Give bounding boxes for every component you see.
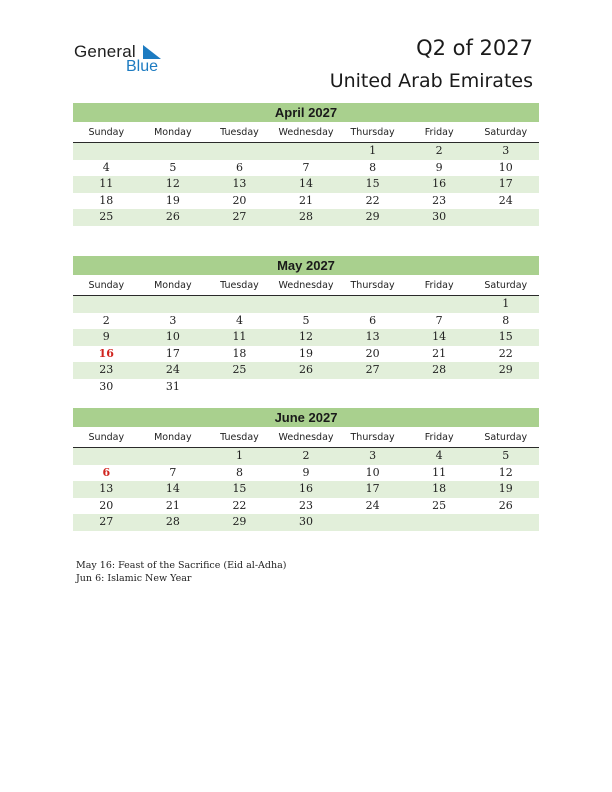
day-cell [273, 379, 340, 396]
day-cell: 15 [498, 330, 513, 343]
day-cell [472, 209, 539, 226]
weekday-label: Saturday [484, 127, 528, 138]
day-cell: 18 [99, 193, 114, 207]
weekday-label: Friday [424, 127, 454, 138]
day-cell: 21 [299, 193, 314, 207]
day-cell: 19 [165, 193, 180, 207]
weekday-label: Saturday [484, 280, 528, 291]
day-cell: 11 [432, 465, 447, 479]
day-cell [406, 296, 473, 313]
weekday-label: Thursday [350, 127, 395, 138]
day-cell: 20 [99, 498, 114, 512]
week-row [73, 481, 539, 498]
day-cell: 25 [232, 363, 247, 376]
day-cell: 7 [435, 313, 443, 327]
day-cell: 14 [432, 330, 447, 343]
day-cell: 5 [502, 449, 510, 462]
day-cell: 2 [435, 144, 443, 157]
day-cell: 29 [232, 515, 247, 528]
page-title: Q2 of 2027 [416, 36, 533, 60]
weekday-label: Tuesday [220, 432, 259, 443]
day-cell: 10 [498, 160, 513, 174]
day-cell: 18 [232, 346, 247, 360]
day-cell: 12 [299, 330, 314, 343]
day-cell: 17 [165, 346, 180, 360]
holiday-note: Jun 6: Islamic New Year [76, 573, 192, 584]
day-cell: 3 [502, 144, 510, 157]
day-cell: 15 [232, 482, 247, 495]
week-row [73, 514, 539, 531]
day-cell: 10 [365, 465, 380, 479]
weekday-header-row [73, 429, 539, 448]
weekday-header-row [73, 124, 539, 143]
week-row [73, 209, 539, 226]
weekday-label: Sunday [88, 432, 125, 443]
day-cell: 7 [302, 160, 310, 174]
day-cell [406, 379, 473, 396]
weekday-header-row [73, 277, 539, 296]
week-row [73, 379, 539, 396]
weekday-label: Wednesday [278, 280, 334, 291]
day-cell: 17 [498, 177, 513, 190]
day-cell: 5 [302, 313, 310, 327]
day-cell-holiday: 16 [98, 346, 114, 360]
day-cell: 15 [365, 177, 380, 190]
holiday-notes [76, 559, 286, 585]
week-row [73, 143, 539, 160]
weekday-label: Saturday [484, 432, 528, 443]
week-row [73, 465, 539, 482]
week-row [73, 193, 539, 210]
day-cell [206, 143, 273, 160]
day-cell: 2 [102, 313, 110, 327]
week-row [73, 329, 539, 346]
day-cell: 23 [99, 363, 114, 376]
day-cell: 10 [165, 330, 180, 343]
day-cell: 6 [235, 160, 243, 174]
month-title: June 2027 [73, 408, 539, 427]
day-cell: 27 [232, 210, 247, 223]
day-cell: 13 [232, 177, 247, 190]
day-cell: 20 [232, 193, 247, 207]
week-row [73, 296, 539, 313]
day-cell: 20 [365, 346, 380, 360]
day-cell: 21 [432, 346, 447, 360]
day-cell [339, 514, 406, 531]
month-calendar-april [73, 103, 539, 226]
day-cell: 3 [169, 313, 177, 327]
day-cell: 11 [99, 177, 114, 190]
day-cell: 27 [99, 515, 114, 528]
weeks [73, 143, 539, 226]
week-row [73, 362, 539, 379]
day-cell [73, 143, 140, 160]
day-cell: 29 [498, 363, 513, 376]
day-cell: 12 [498, 465, 513, 479]
country-name: United Arab Emirates [329, 70, 533, 92]
weekday-label: Friday [424, 432, 454, 443]
day-cell: 5 [169, 160, 177, 174]
weekday-label: Wednesday [278, 127, 334, 138]
weekday-label: Tuesday [220, 280, 259, 291]
weekday-label: Sunday [88, 280, 125, 291]
day-cell: 22 [232, 498, 247, 512]
day-cell [73, 296, 140, 313]
day-cell [73, 448, 140, 465]
day-cell: 28 [299, 210, 314, 223]
day-cell: 11 [232, 330, 247, 343]
day-cell [406, 514, 473, 531]
day-cell: 16 [299, 482, 314, 495]
day-cell: 28 [165, 515, 180, 528]
day-cell [140, 448, 207, 465]
day-cell: 14 [165, 482, 180, 495]
day-cell: 6 [369, 313, 377, 327]
day-cell: 30 [99, 379, 114, 393]
day-cell: 23 [299, 498, 314, 512]
day-cell: 26 [498, 498, 513, 512]
day-cell: 8 [502, 313, 510, 327]
day-cell: 26 [165, 210, 180, 223]
day-cell: 30 [432, 210, 447, 223]
day-cell: 21 [165, 498, 180, 512]
weekday-label: Monday [154, 280, 192, 291]
day-cell [206, 296, 273, 313]
day-cell: 9 [435, 160, 443, 174]
week-row [73, 498, 539, 515]
weeks [73, 296, 539, 395]
day-cell [339, 379, 406, 396]
day-cell: 22 [365, 193, 380, 207]
day-cell: 1 [235, 449, 243, 462]
day-cell: 19 [299, 346, 314, 360]
day-cell: 12 [165, 177, 180, 190]
day-cell [273, 296, 340, 313]
day-cell [472, 514, 539, 531]
day-cell: 1 [369, 144, 377, 157]
day-cell: 1 [502, 297, 510, 310]
week-row [73, 176, 539, 193]
week-row [73, 346, 539, 363]
weekday-label: Tuesday [220, 127, 259, 138]
day-cell [140, 143, 207, 160]
weekday-label: Monday [154, 127, 192, 138]
logo-word-general: General [74, 42, 136, 61]
day-cell: 13 [99, 482, 114, 495]
day-cell: 24 [498, 193, 513, 207]
day-cell: 22 [498, 346, 513, 360]
day-cell: 28 [432, 363, 447, 376]
weekday-label: Wednesday [278, 432, 334, 443]
month-title: April 2027 [73, 103, 539, 122]
day-cell: 26 [299, 363, 314, 376]
weekday-label: Sunday [88, 127, 125, 138]
month-calendar-may [73, 256, 539, 395]
day-cell [140, 296, 207, 313]
week-row [73, 160, 539, 177]
day-cell: 2 [302, 449, 310, 462]
day-cell: 4 [435, 449, 443, 462]
day-cell: 17 [365, 482, 380, 495]
day-cell: 25 [99, 210, 114, 223]
day-cell: 18 [432, 482, 447, 495]
day-cell [472, 379, 539, 396]
weekday-label: Friday [424, 280, 454, 291]
week-row [73, 448, 539, 465]
month-title: May 2027 [73, 256, 539, 275]
logo-word-blue: Blue [126, 58, 159, 75]
day-cell: 13 [365, 330, 380, 343]
day-cell: 4 [102, 160, 110, 174]
weekday-label: Thursday [350, 280, 395, 291]
weekday-label: Thursday [350, 432, 395, 443]
day-cell [206, 379, 273, 396]
day-cell: 4 [235, 313, 243, 327]
holiday-note: May 16: Feast of the Sacrifice (Eid al-Adha) [76, 560, 287, 571]
day-cell: 27 [365, 363, 380, 376]
generalblue-logo [74, 42, 174, 78]
weekday-label: Monday [154, 432, 192, 443]
day-cell: 23 [432, 193, 447, 207]
day-cell: 16 [432, 177, 447, 190]
day-cell: 14 [299, 177, 314, 190]
day-cell: 8 [369, 160, 377, 174]
day-cell: 9 [102, 330, 110, 343]
day-cell: 29 [365, 210, 380, 223]
day-cell: 24 [365, 498, 380, 512]
month-calendar-june [73, 408, 539, 531]
day-cell: 3 [369, 449, 377, 462]
day-cell: 8 [235, 465, 243, 479]
day-cell: 25 [432, 498, 447, 512]
weeks [73, 448, 539, 531]
day-cell [273, 143, 340, 160]
day-cell: 30 [299, 515, 314, 528]
day-cell: 7 [169, 465, 177, 479]
week-row [73, 313, 539, 330]
day-cell: 31 [165, 379, 180, 393]
day-cell: 19 [498, 482, 513, 495]
day-cell: 9 [302, 465, 310, 479]
day-cell: 24 [165, 363, 180, 376]
day-cell-holiday: 6 [102, 465, 111, 479]
day-cell [339, 296, 406, 313]
